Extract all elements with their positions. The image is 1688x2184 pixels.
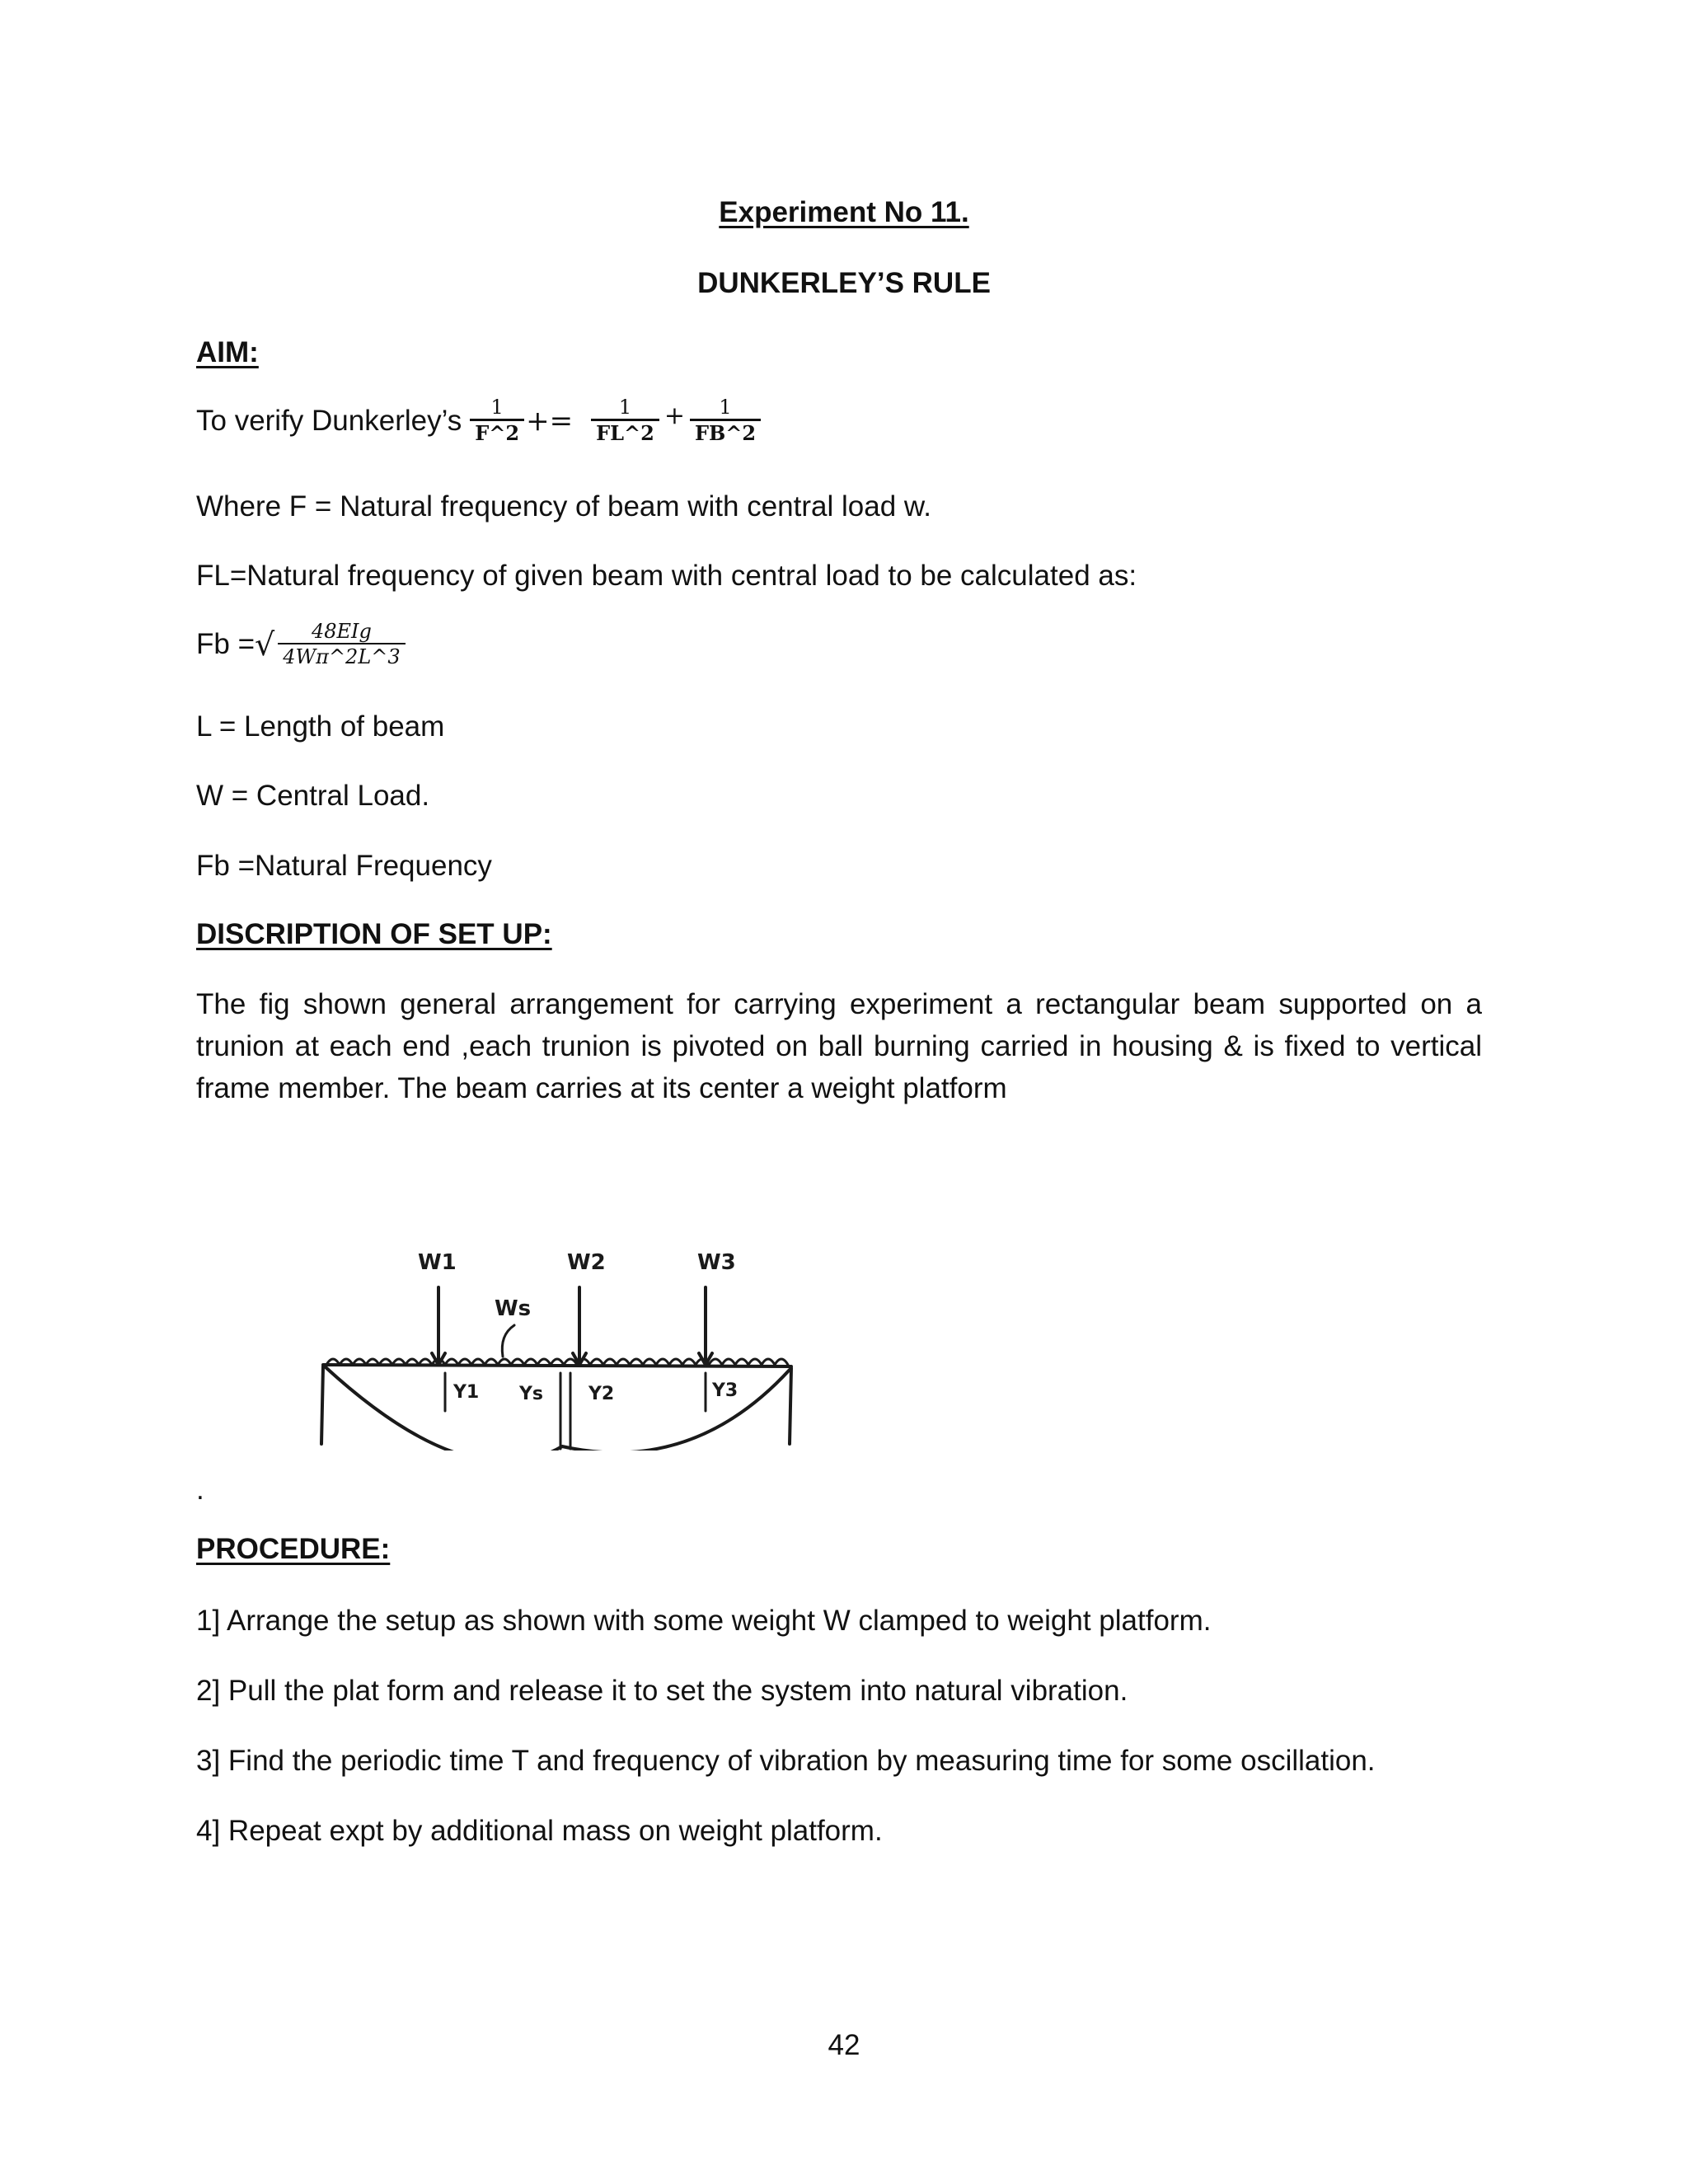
description-heading: DISCRIPTION OF SET UP: [196,918,552,950]
fb-denominator: 4Wπ^2L^3 [283,645,401,668]
fraction-numerator: 1 [591,396,659,421]
operator-plus: + [663,401,685,430]
fraction-numerator: 1 [690,396,761,421]
fb-formula [196,620,406,669]
operator-plus-equals: += [526,404,574,438]
load-arrow-w3 [699,1287,712,1365]
deflection-curve [325,1366,790,1451]
fraction-numerator: 1 [470,396,524,421]
label-ws: Ws [495,1296,532,1321]
fb-numerator: 48EIg [278,620,405,644]
fraction-denominator: F^2 [475,421,520,445]
fl-definition: FL=Natural frequency of given beam with central load to be calculated as: [196,560,1137,592]
procedure-step: 2] Pull the plat form and release it to set the system into natural vibration. [196,1675,1128,1707]
aim-intro: To verify Dunkerley’s [196,404,462,437]
fraction-fb [690,396,761,446]
procedure-heading: PROCEDURE: [196,1533,391,1565]
procedure-step: 4] Repeat expt by additional mass on weight platform. [196,1815,883,1847]
label-ys: Ys [519,1384,544,1404]
label-w1: W1 [418,1250,457,1275]
beam-diagram [305,1228,816,1451]
fraction-f [470,396,524,446]
label-w2: W2 [567,1250,606,1275]
page-number: 42 [828,2029,860,2061]
left-support-line [321,1366,323,1444]
procedure-step: 3] Find the periodic time T and frequency of vibration by measuring time for some oscillation. [196,1745,1376,1777]
ws-leader [502,1325,514,1357]
fraction-denominator: FB^2 [694,421,757,445]
label-w3: W3 [697,1250,736,1275]
experiment-title: Experiment No 11. [719,196,969,228]
w-definition: W = Central Load. [196,780,430,812]
fb-prefix: Fb = [196,628,256,660]
figure-dot: . [196,1474,204,1506]
procedure-step: 1] Arrange the setup as shown with some weight W clamped to weight platform. [196,1605,1212,1637]
label-y1: Y1 [453,1382,480,1403]
fb-fraction [278,620,405,669]
dunkerley-formula-line [196,396,761,446]
load-arrow-w1 [432,1287,445,1365]
fb-definition: Fb =Natural Frequency [196,850,492,882]
radical-sign: √ [255,626,275,663]
fraction-denominator: FL^2 [596,421,654,445]
rule-title: DUNKERLEY’S RULE [697,267,991,299]
fraction-fl [591,396,659,446]
label-y2: Y2 [588,1384,615,1404]
l-definition: L = Length of beam [196,710,445,743]
aim-heading: AIM: [196,336,259,368]
load-arrow-w2 [573,1287,586,1365]
label-y3: Y3 [712,1380,738,1401]
description-paragraph: The fig shown general arrangement for carrying experiment a rectangular beam supported on a trunion at each end ,each trunion is pivoted on ball burning carried in housing & is fixed to vertical frame member. The beam carries at its center a weight platform [196,988,1482,1104]
right-support-line [790,1368,791,1444]
where-f-definition: Where F = Natural frequency of beam with central load w. [196,490,931,523]
